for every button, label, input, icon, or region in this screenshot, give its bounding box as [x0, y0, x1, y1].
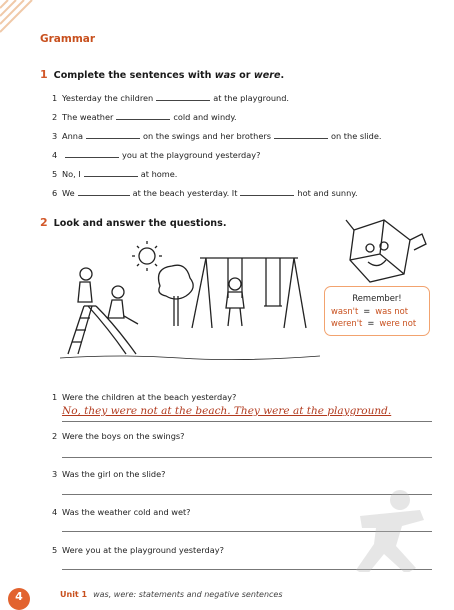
exercise-1-item-4 [52, 150, 260, 160]
equals-sign: = [363, 306, 371, 316]
sun-icon [132, 241, 162, 271]
item-text: on the slide. [331, 131, 382, 141]
exercise-2-instruction: Look and answer the questions. [53, 218, 227, 229]
item-number: 4 [52, 150, 58, 160]
item-text: Yesterday the children [62, 93, 154, 103]
exercise-1-item-6 [52, 188, 358, 198]
exercise-1-item-5 [52, 169, 177, 179]
exercise-2-heading [40, 216, 226, 229]
item-text: cold and windy. [173, 112, 237, 122]
question-number: 3 [52, 469, 58, 479]
answer-blank[interactable] [156, 93, 210, 101]
question-2 [52, 431, 185, 441]
exercise-1-item-3 [52, 131, 382, 141]
question-text: Was the weather cold and wet? [62, 507, 191, 517]
item-text: on the swings and her brothers [143, 131, 271, 141]
question-1 [52, 392, 236, 402]
exercise-1-instruction-end: . [280, 70, 285, 81]
answer-blank[interactable] [65, 150, 119, 158]
watermark-figure-icon [340, 486, 436, 572]
question-number: 2 [52, 431, 58, 441]
full-form-was-not: was not [375, 306, 409, 316]
exercise-1-item-2 [52, 112, 237, 122]
swing-set-icon [192, 258, 306, 328]
remember-row-wasnt [331, 306, 425, 316]
answer-line-2[interactable] [62, 457, 432, 458]
item-number: 5 [52, 169, 58, 179]
exercise-1-instruction-or: or [235, 70, 254, 81]
answer-blank[interactable] [84, 169, 138, 177]
item-text: We [62, 188, 75, 198]
answer-blank[interactable] [240, 188, 294, 196]
question-text: Were the children at the beach yesterday? [62, 392, 237, 402]
answer-line-1 [62, 421, 432, 422]
question-text: Were you at the playground yesterday? [62, 545, 224, 555]
question-text: Were the boys on the swings? [62, 431, 185, 441]
playground-illustration [60, 236, 320, 366]
exercise-1-instruction-was: was [214, 70, 236, 81]
exercise-1-instruction-pre: Complete the sentences with [53, 70, 215, 81]
slide-icon [68, 306, 136, 354]
question-text: Was the girl on the slide? [62, 469, 166, 479]
question-number: 5 [52, 545, 58, 555]
contraction-werent: weren't [331, 318, 363, 328]
equals-sign: = [367, 318, 375, 328]
tree-icon [159, 265, 194, 326]
item-number: 3 [52, 131, 58, 141]
answer-blank[interactable] [274, 131, 328, 139]
remember-row-werent [331, 318, 425, 328]
item-number: 1 [52, 93, 58, 103]
question-5 [52, 545, 224, 555]
exercise-2-number: 2 [40, 216, 48, 229]
page-number-badge: 4 [8, 588, 30, 610]
remember-box [324, 286, 430, 336]
footer-unit-label [60, 590, 283, 599]
item-text: No, I [62, 169, 81, 179]
item-text: hot and sunny. [297, 188, 358, 198]
section-heading: Grammar [40, 33, 96, 45]
footer-unit: Unit 1 [60, 590, 88, 599]
item-text: The weather [62, 112, 114, 122]
footer-topic: was, were: statements and negative sentences [93, 590, 283, 599]
answer-blank[interactable] [116, 112, 170, 120]
girl-on-swing-icon [226, 278, 244, 326]
answer-blank[interactable] [78, 188, 130, 196]
item-number: 2 [52, 112, 58, 122]
exercise-1-heading [40, 68, 284, 81]
item-text: you at the playground yesterday? [122, 150, 261, 160]
answer-1-handwritten[interactable]: No, they were not at the beach. They were at the playground. [62, 405, 392, 417]
boys-on-slide-icon [78, 268, 138, 324]
contraction-wasnt: wasn't [331, 306, 359, 316]
book-character-icon [340, 212, 428, 286]
exercise-1-instruction-were: were [253, 70, 281, 81]
question-number: 1 [52, 392, 58, 402]
item-text: Anna [62, 131, 83, 141]
exercise-1-item-1 [52, 93, 289, 103]
item-text: at home. [140, 169, 178, 179]
item-text: at the playground. [213, 93, 290, 103]
answer-blank[interactable] [86, 131, 140, 139]
question-3 [52, 469, 165, 479]
question-number: 4 [52, 507, 58, 517]
full-form-were-not: were not [379, 318, 417, 328]
item-text: at the beach yesterday. It [132, 188, 238, 198]
remember-title: Remember! [352, 293, 402, 303]
question-4 [52, 507, 191, 517]
item-number: 6 [52, 188, 58, 198]
corner-stripes-decoration [0, 0, 36, 36]
exercise-1-number: 1 [40, 68, 48, 81]
